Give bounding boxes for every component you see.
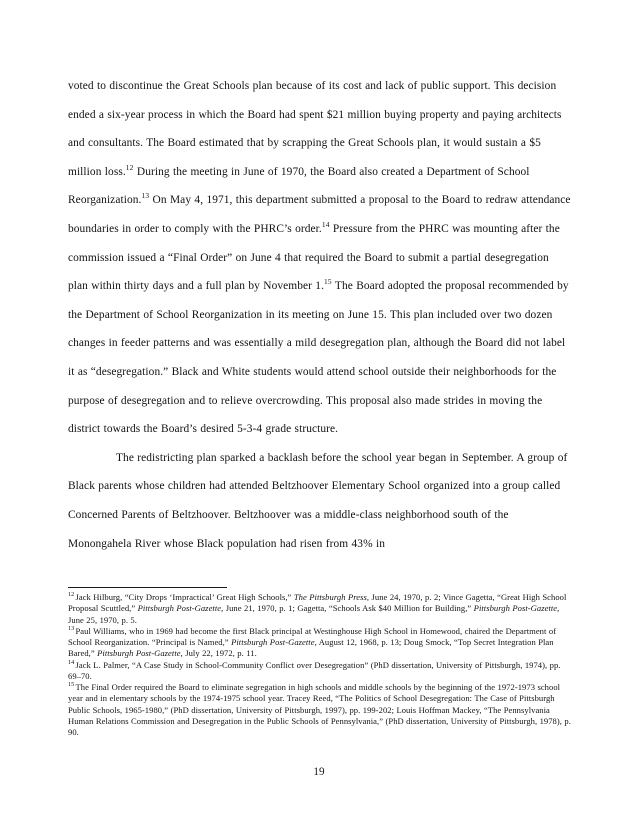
footnote-reference-14[interactable]: 14 [321,220,330,230]
footnote-separator-rule [68,587,227,588]
footnote-reference-12[interactable]: 12 [125,162,134,172]
footnote-reference-15[interactable]: 15 [324,277,332,287]
body-paragraph: voted to discontinue the Great Schools plan because of its cost and lack of public support. This decision ended a six-year process in which the Board had spent $21 million buying property and paying architects and consultants. The Board estimated that by scrapping the Great Schools plan, it would sustain a $5 million loss.$^{12}$ During the meeting in June of 1970, the Board also created a Department of School Reorganization.$^{13}$ On May 4, 1971, this department submitted a proposal to the Board to redraw attendance boundaries in order to comply with the PHRC’s order.$^{14}$ Pressure from the PHRC was mounting after the commission issued a “Final Order” on June 4 that required the Board to submit a partial desegregation plan within thirty days and a full plan by November 1.15 The Board adopted the proposal recommended by the Department of School Reorganization in its meeting on June 15. This plan included over two dozen changes in feeder patterns and was essentially a mild desegregation plan, although the Board did not label it as “desegregation.” Black and White students would attend school outside their neighborhoods for the purpose of desegregation and to relieve overcrowding. This proposal also made strides in moving the district towards the Board’s desired 5-3-4 grade structure. [68,80,571,436]
footnote-number-12: 12 [68,591,75,599]
page-number: 19 [313,766,325,778]
footnote-14: $^{14}$Jack L. Palmer, “A Case Study in School-Community Conflict over Desegregation” (PhD dissertation, University of Pittsburgh, 1974), pp. 69–70. [68,658,561,681]
body-text-block [68,72,571,558]
footnote-15: $^{15}$The Final Order required the Board to eliminate segregation in high schools and middle schools by the beginning of the 1972-1973 school year and in elementary schools by the 1974-1975 school year. Tracey Reed, “The Politics of School Desegregation: The Case of Pittsburgh Public Schools, 1965-1980,” (PhD dissertation, University of Pittsburgh, 1997), pp. 199-202; Louis Hoffman Mackey, “The Pennsylvania Human Relations Commission and Desegregation in the Public Schools of Pennsylvania,” (PhD dissertation, University of Pittsburgh, 1978), p. 90. [68,681,571,737]
footnote-12: $^{12}$Jack Hilburg, “City Drops ‘Impractical’ Great High Schools,” The Pittsburgh Press, June 24, 1970, p. 2; Vince Gagetta, “Great High School Proposal Scuttled,” Pittsburgh Post-Gazette, June 21, 1970, p. 1; Gagetta, “Schools Ask $40 Million for Building,” Pittsburgh Post-Gazette, June 25, 1970, p. 5. [68,591,567,625]
footnote-reference-13[interactable]: 13 [141,191,150,201]
citation-title: The Pittsburgh Press [293,592,367,602]
footnote-13: $^{13}$Paul Williams, who in 1969 had become the first Black principal at Westinghouse High School in Homewood, chaired the Department of School Reorganization. “Principal is Named,” Pittsburgh Post-Gazette, August 12, 1968, p. 13; Doug Smock, “Top Secret Integration Plan Bared,” Pittsburgh Post-Gazette, July 22, 1972, p. 11. [68,624,557,659]
footnotes-block [68,592,571,738]
citation-title: Pittsburgh Post-Gazette [137,603,222,614]
body-paragraph: The redistricting plan sparked a backlash before the school year began in September. A group of Black parents whose children had attended Beltzhoover Elementary School organized into a group called Concerned Parents of Beltzhoover. Beltzhoover was a middle-class neighborhood south of the Monongahela River whose Black population had risen from 43% in [68,451,568,550]
footnote-number-15: 15 [68,681,75,689]
citation-title: Pittsburgh Post-Gazette [473,603,558,614]
citation-title: Pittsburgh Post-Gazette [97,648,181,659]
footnote-number-14: 14 [68,658,75,666]
citation-title: Pittsburgh Post-Gazette [231,637,315,647]
footnote-number-13: 13 [68,624,75,632]
